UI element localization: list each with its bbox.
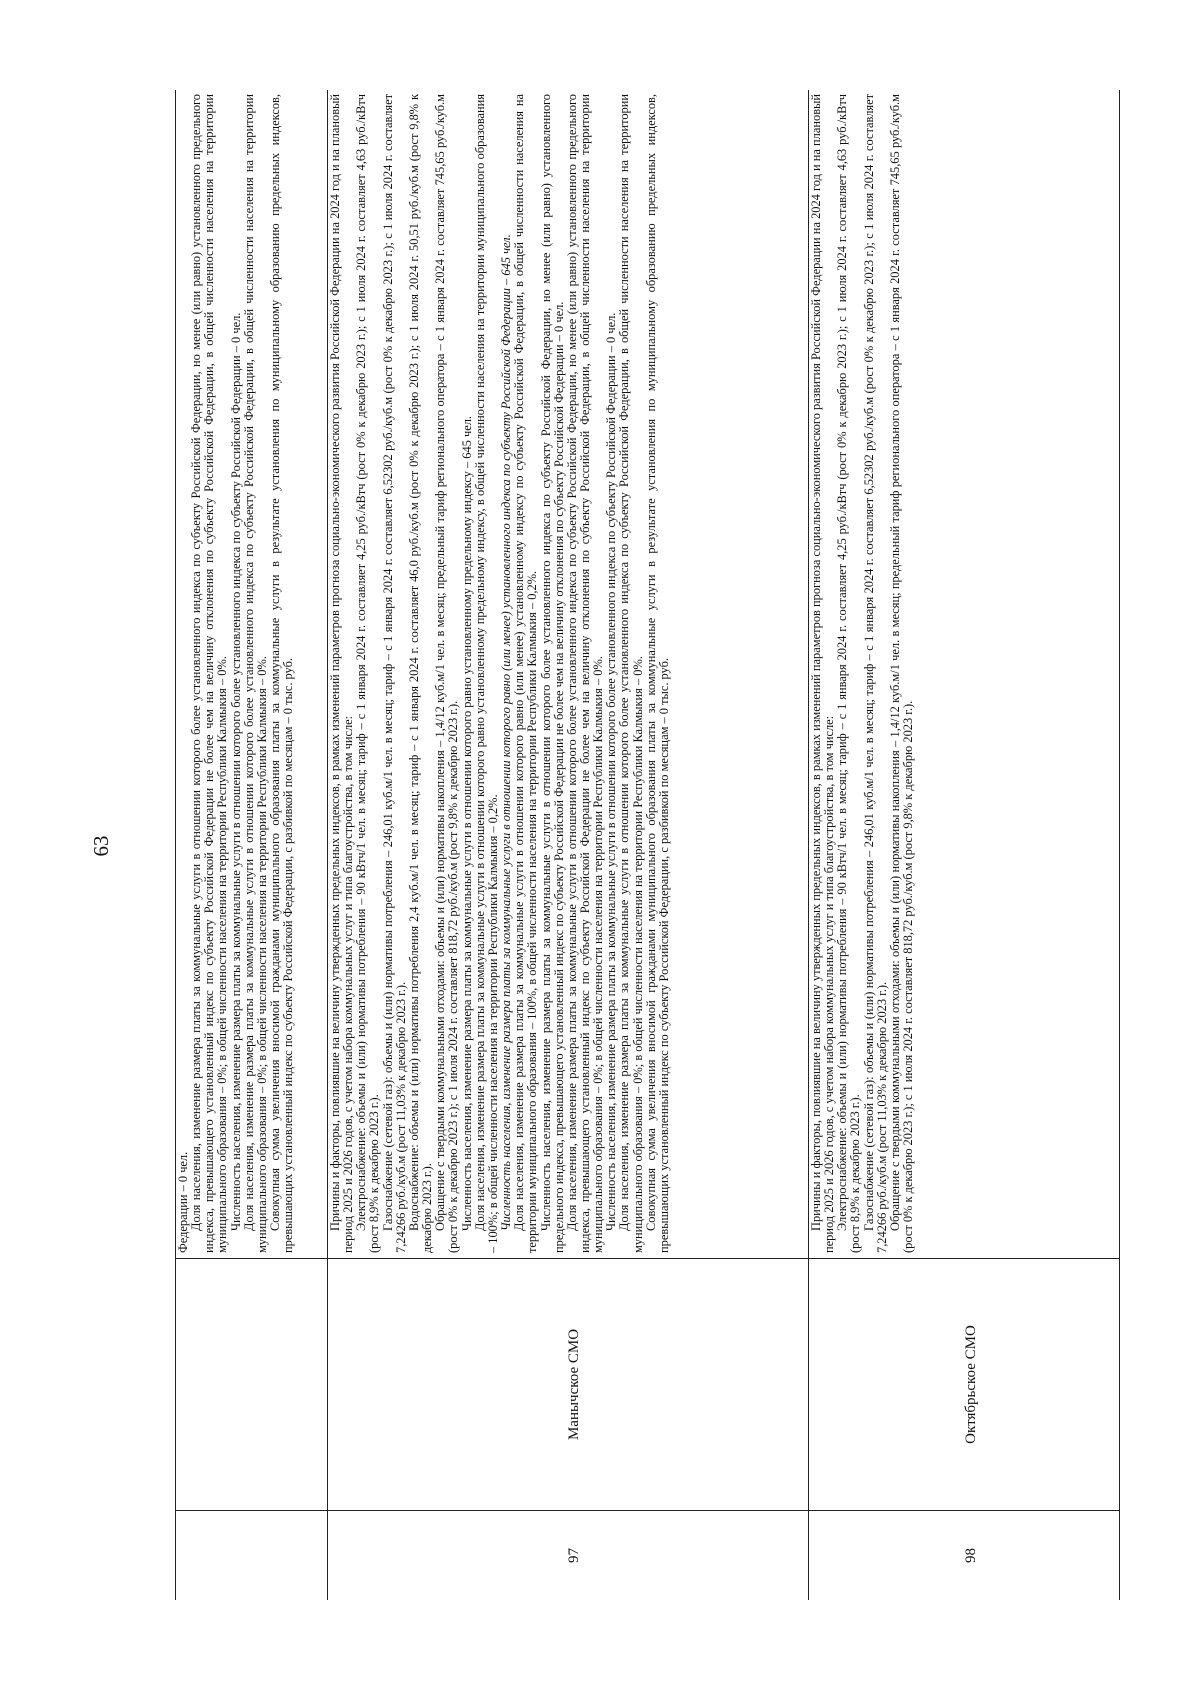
paragraph: Доля населения, изменение размера платы за коммунальные услуги в отношении которого более установленного индекса по субъекту Российской Федерации, но менее (или равно) установленного предельного индекса, превышающего установленный индекс по субъекту Российской Федерации не более чем на величину отклонения по субъекту Российской Федерации, в общей численности населения на территории муниципального образования – 0%; в общей численности населения на территории Республики Калмыкия – 0%.: [189, 94, 230, 1253]
paragraph: Доля населения, изменение размера платы за коммунальные услуги в отношении которого более установленного индекса по субъекту Российской Федерации, но менее (или равно) установленного предельного индекса, превышающего установленный индекс по субъекту Российской Федерации не более чем на величину отклонения по субъекту Российской Федерации, в общей численности населения на территории муниципального образования – 0%; в общей численности населения на территории Республики Калмыкия – 0%.: [564, 94, 606, 1253]
municipality-name: Манычское СМО: [566, 1328, 582, 1441]
paragraph: Совокупная сумма увеличения вносимой гражданами муниципального образования платы за коммунальные услуги в результате установления по муниципальному образованию предельных индексов, превышающих установленный индекс по субъекту Российской Федерации, с разбивкой по месяцам – 0 тыс. руб.: [268, 94, 296, 1253]
paragraph: Доля населения, изменение размера платы за коммунальные услуги в отношении которого более установленного индекса по субъекту Российской Федерации, в общей численности населения на территории муниципального образования – 0%; в общей численности населения на территории Республики Калмыкия – 0%.: [241, 94, 269, 1253]
paragraph: Обращение с твердыми коммунальными отходами: объемы и (или) нормативы накопления – 1,4/12 куб.м/1 чел. в месяц; предельный тариф регионального оператора – с 1 января 2024 г. составляет 745,65 руб./куб.м (рост 0% к декабрю 2023 г.); с 1 июля 2024 г. составляет 818,72 руб./куб.м (рост 9,8% к декабрю 2023 г.).: [887, 94, 916, 1253]
paragraph: Электроснабжение: объемы и (или) нормативы потребления – 90 кВтч/1 чел. в месяц; тариф – с 1 января 2024 г. составляет 4,25 руб./кВтч (рост 0% к декабрю 2023 г.); с 1 июля 2024 г. составляет 4,63 руб./кВтч (рост 8,9% к декабрю 2023 г.).: [354, 94, 382, 1253]
paragraph: Численность населения, изменение размера платы за коммунальные услуги в отношении которого более установленного индекса по субъекту Российской Федерации – 0 чел.: [604, 312, 619, 1231]
paragraph: Численность населения, изменение размера платы за коммунальные услуги в отношении которого равно (или менее) установленного индекса по субъекту Российской Федерации – 645 чел.: [499, 234, 514, 1231]
page-number: 63: [89, 835, 113, 857]
row-number: 97: [566, 1548, 582, 1563]
row-number-cell: [809, 1510, 1119, 1600]
paragraph: Численность населения, изменение размера платы за коммунальные услуги в отношении которого равно установленному предельному индексу – 645 чел.: [459, 416, 474, 1231]
paragraph: Совокупная сумма увеличения вносимой гражданами муниципального образования платы за коммунальные услуги в результате установления по муниципальному образованию предельных индексов, превышающих установленный индекс по субъекту Российской Федерации, с разбивкой по месяцам – 0 тыс. руб.: [643, 94, 671, 1253]
paragraph: Численность населения, изменение размера платы за коммунальные услуги в отношении которого более установленного индекса по субъекту Российской Федерации, но менее (или равно) установленного предельного индекса, превышающего установленный индекс по субъекту Российской Федерации не более чем на величину отклонения по субъекту Российской Федерации – 0 чел.: [538, 94, 566, 1253]
paragraph: Водоснабжение: объемы и (или) нормативы потребления 2,4 куб.м/1 чел. в месяц; тариф – с 1 января 2024 г. составляет 46,0 руб./куб.м (рост 0% к декабрю 2023 г.); с 1 июля 2024 г. 50,51 руб./куб.м (рост 9,8% к декабрю 2023 г.).: [406, 94, 435, 1253]
description-cell: [809, 90, 1119, 1258]
municipality-cell: [809, 1258, 1119, 1510]
municipality-name: Октябрьское СМО: [963, 1325, 979, 1444]
description-cell: [176, 90, 327, 1258]
row-number-cell: [328, 1510, 808, 1600]
paragraph: Газоснабжение (сетевой газ): объемы и (или) нормативы потребления – 246,01 куб.м/1 чел. в месяц; тариф – с 1 января 2024 г. составляет 6,52302 руб./куб.м (рост 0% к декабрю 2023 г.); с 1 июля 2024 г. составляет 7,24266 руб./куб.м (рост 11,03% к декабрю 2023 г.).: [861, 94, 889, 1253]
table-row-97: [327, 90, 808, 1600]
row-number-cell: [176, 1510, 327, 1600]
paragraph: Численность населения, изменение размера платы за коммунальные услуги в отношении которого более установленного индекса по субъекту Российской Федерации – 0 чел.: [228, 312, 243, 1231]
paragraph: Причины и факторы, повлиявшие на величину утвержденных предельных индексов, в рамках изменений параметров прогноза социально-экономического развития Российской Федерации на 2024 год и на плановый период 2025 и 2026 годов, с учетом набора коммунальных услуг и типа благоустройства, в том числе:: [809, 94, 837, 1253]
paragraph: Обращение с твердыми коммунальными отходами: объемы и (или) нормативы накопления – 1,4/12 куб.м/1 чел. в месяц; предельный тариф регионального оператора – с 1 января 2024 г. составляет 745,65 руб./куб.м (рост 0% к декабрю 2023 г.); с 1 июля 2024 г. составляет 818,72 руб./куб.м (рост 9,8% к декабрю 2023 г.).: [433, 94, 461, 1253]
paragraph: Доля населения, изменение размера платы за коммунальные услуги в отношении которого равно (или менее) установленному индексу по субъекту Российской Федерации, в общей численности населения на территории муниципального образования – 100%, в общей численности населения на территории Республики Калмыкия – 0,2%.: [512, 94, 540, 1253]
paragraph: Причины и факторы, повлиявшие на величину утвержденных предельных индексов, в рамках изменений параметров прогноза социально-экономического развития Российской Федерации на 2024 год и на плановый период 2025 и 2026 годов, с учетом набора коммунальных услуг и типа благоустройства, в том числе:: [328, 94, 356, 1253]
rotated-table: [175, 90, 1120, 1600]
description-cell: [328, 90, 808, 1258]
table-row-98: [808, 90, 1119, 1600]
municipality-cell: [328, 1258, 808, 1510]
row-number: 98: [963, 1548, 979, 1563]
paragraph: Федерации – 0 чел.: [176, 1151, 190, 1253]
paragraph: Доля населения, изменение размера платы за коммунальные услуги в отношении которого более установленного индекса по субъекту Российской Федерации, в общей численности населения на территории муниципального образования – 0%; в общей численности населения на территории Республики Калмыкия – 0%.: [617, 94, 645, 1253]
municipality-cell: [176, 1258, 327, 1510]
paragraph: Доля населения, изменение размера платы за коммунальные услуги в отношении которого равно установленному предельному индексу, в общей численности населения на территории муниципального образования – 100%; в общей численности населения на территории Республики Калмыкия – 0,2%.: [472, 94, 500, 1253]
table-row-continuation: [176, 90, 327, 1600]
paragraph: Электроснабжение: объемы и (или) нормативы потребления – 90 кВтч/1 чел. в месяц; тариф – с 1 января 2024 г. составляет 4,25 руб./кВтч (рост 0% к декабрю 2023 г.); с 1 июля 2024 г. составляет 4,63 руб./кВтч (рост 8,9% к декабрю 2023 г.).: [835, 94, 863, 1253]
paragraph: Газоснабжение (сетевой газ): объемы и (или) нормативы потребления – 246,01 куб.м/1 чел. в месяц; тариф – с 1 января 2024 г. составляет 6,52302 руб./куб.м (рост 0% к декабрю 2023 г.); с 1 июля 2024 г. составляет 7,24266 руб./куб.м (рост 11,03% к декабрю 2023 г.).: [380, 94, 408, 1253]
